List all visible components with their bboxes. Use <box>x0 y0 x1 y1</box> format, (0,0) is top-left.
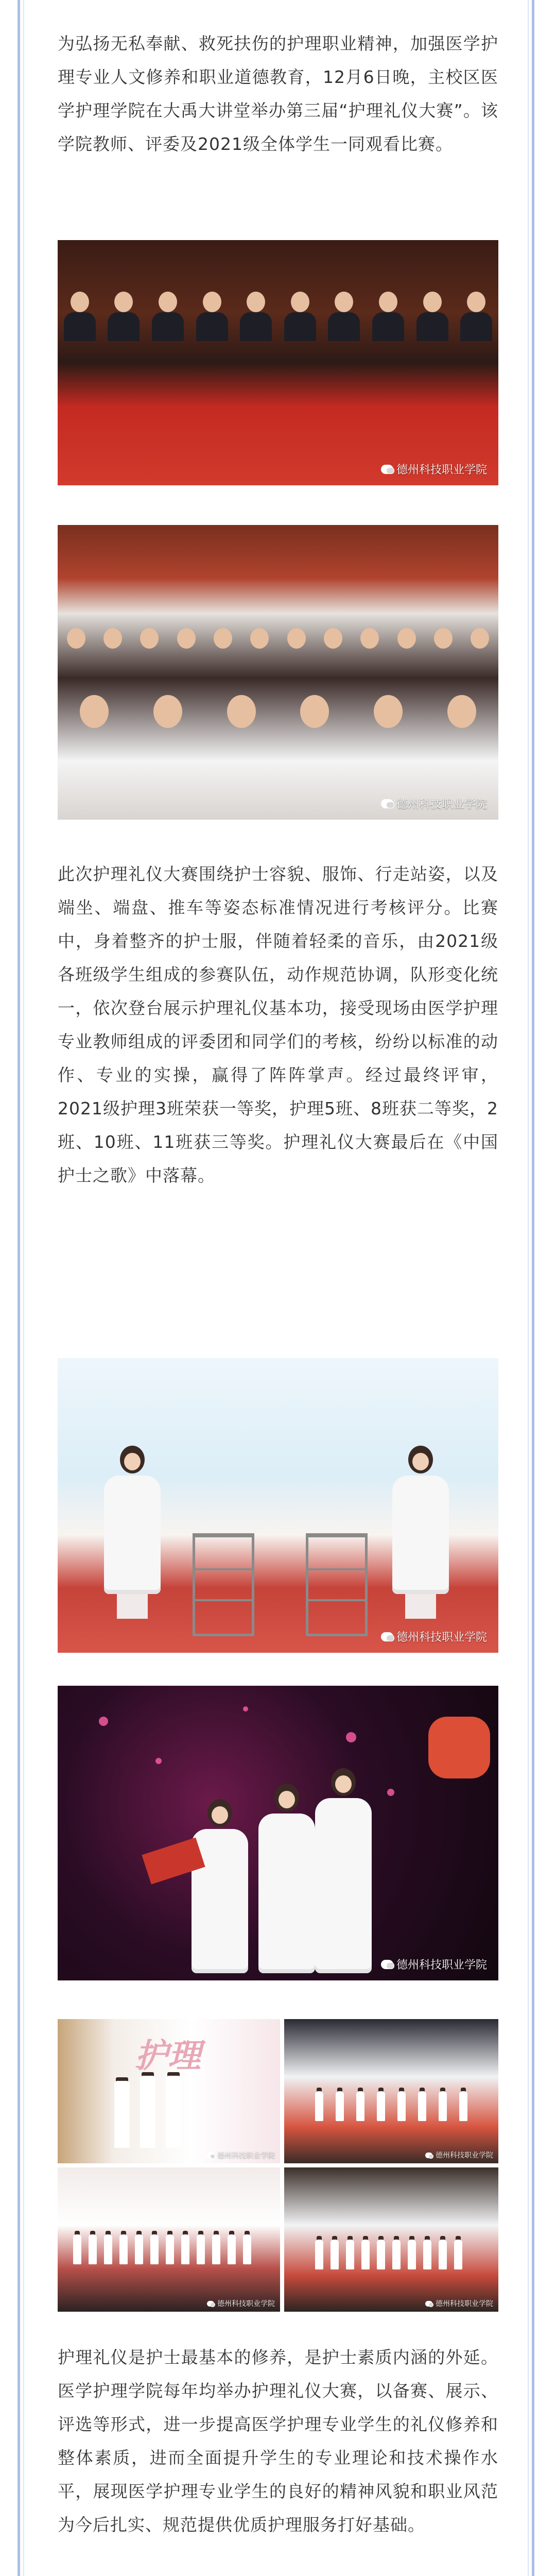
audience-head <box>379 292 397 312</box>
audience-head <box>114 292 133 312</box>
grid-photo-nurses-close <box>58 2019 280 2163</box>
grid-photo-stage-line <box>284 2019 498 2163</box>
article-paragraph-intro: 为弘扬无私奉献、救死扶伤的护理职业精神，加强医学护理专业人文修养和职业道德教育，12月6日晚，主校区医学护理学院在大禹大讲堂举办第三届“护理礼仪大赛”。该学院教师、评委及2021级全体学生一同观看比赛。 <box>58 33 498 154</box>
nurse-figure <box>392 1446 449 1621</box>
audience-head <box>291 292 309 312</box>
audience-head <box>335 292 353 312</box>
student-audience-photo <box>58 525 498 820</box>
audience-head <box>177 628 196 649</box>
watermark <box>381 461 487 477</box>
nurse-figure <box>166 2076 181 2148</box>
watermark-text: 德州科技职业学院 <box>396 464 487 477</box>
watermark <box>381 1956 487 1972</box>
audience-head <box>103 628 122 649</box>
nurse-figure <box>315 1768 372 1979</box>
audience-head <box>374 695 403 728</box>
audience-head <box>287 628 306 649</box>
wechat-icon <box>425 2153 432 2158</box>
watermark-text: 德州科技职业学院 <box>396 1631 487 1644</box>
audience-head <box>467 292 485 312</box>
audience-head <box>324 628 342 649</box>
watermark <box>381 1629 487 1645</box>
nurse-figure <box>192 1799 248 1979</box>
wechat-icon <box>381 465 393 474</box>
audience-head <box>80 695 109 728</box>
audience-head <box>247 292 265 312</box>
wechat-icon <box>381 1632 393 1641</box>
nursing-cart <box>306 1533 368 1636</box>
audience-head <box>300 695 329 728</box>
audience-head <box>67 628 85 649</box>
grid-photo-final-group <box>284 2167 498 2312</box>
audience-head <box>227 695 256 728</box>
nurse-figure <box>104 1446 161 1621</box>
watermark-text: 德州科技职业学院 <box>436 2151 493 2160</box>
audience-body <box>328 312 360 341</box>
stage-nurses-photo <box>58 1358 498 1653</box>
audience-body <box>64 312 96 341</box>
nurse-figure <box>140 2076 155 2148</box>
audience-head <box>360 628 379 649</box>
grid-photo-group-row <box>58 2167 280 2312</box>
nurse-figure <box>258 1784 315 1979</box>
nursing-cart <box>193 1533 254 1636</box>
watermark-text: 德州科技职业学院 <box>396 798 487 811</box>
audience-head <box>140 628 159 649</box>
watermark-text: 德州科技职业学院 <box>436 2300 493 2308</box>
nurses-reading-photo <box>58 1686 498 1980</box>
audience-body <box>416 312 448 341</box>
audience-head <box>203 292 221 312</box>
nurse-figure <box>114 2081 130 2148</box>
audience-head <box>434 628 453 649</box>
wechat-icon <box>381 799 393 808</box>
audience-head <box>397 628 416 649</box>
audience-body <box>372 312 404 341</box>
watermark <box>207 2298 275 2309</box>
watermark <box>207 2150 275 2160</box>
article-paragraph-competition: 此次护理礼仪大赛围绕护士容貌、服饰、行走站姿，以及端坐、端盘、推车等姿态标准情况进行考核评分。比赛中，身着整齐的护士服，伴随着轻柔的音乐，由2021级各班级学生组成的参赛队伍，动作规范协调，队形变化统一，依次登台展示护理礼仪基本功，接受现场由医学护理专业教师组成的评委团和同学们的考核，纷纷以标准的动作、专业的实操，赢得了阵阵掌声。经过最终评审，2021级护理3班荣获一等奖，护理5班、8班获二等奖，2班、10班、11班获三等奖。护理礼仪大赛最后在《中国护士之歌》中落幕。 <box>58 864 498 1185</box>
audience-head <box>423 292 442 312</box>
watermark <box>425 2298 493 2309</box>
article-paragraph-conclusion: 护理礼仪是护士最基本的修养，是护士素质内涵的外延。医学护理学院每年均举办护理礼仪大赛，以备赛、展示、评选等形式，进一步提高医学护理专业学生的礼仪修养和整体素质，进而全面提升学生的专业理论和技术操作水平，展现医学护理专业学生的良好的精神风貌和职业风范为今后扎实、规范提供优质护理服务打好基础。 <box>58 2347 498 2535</box>
audience-body <box>108 312 140 341</box>
grid-caption: 护理 <box>135 2037 201 2075</box>
audience-body <box>196 312 228 341</box>
audience-body <box>240 312 272 341</box>
audience-head <box>153 695 182 728</box>
watermark-text: 德州科技职业学院 <box>217 2300 275 2308</box>
audience-head <box>214 628 232 649</box>
audience-head <box>250 628 269 649</box>
wechat-icon <box>425 2301 432 2307</box>
audience-head <box>447 695 476 728</box>
audience-body <box>152 312 184 341</box>
audience-photo <box>58 240 498 485</box>
wechat-icon <box>207 2301 214 2307</box>
watermark <box>381 795 487 811</box>
watermark <box>425 2150 493 2160</box>
wechat-icon <box>381 1960 393 1969</box>
audience-body <box>284 312 316 341</box>
audience-head <box>71 292 89 312</box>
audience-head <box>159 292 177 312</box>
wechat-icon <box>207 2153 214 2158</box>
audience-head <box>471 628 489 649</box>
watermark-text: 德州科技职业学院 <box>217 2151 275 2160</box>
audience-body <box>460 312 492 341</box>
watermark-text: 德州科技职业学院 <box>396 1959 487 1972</box>
